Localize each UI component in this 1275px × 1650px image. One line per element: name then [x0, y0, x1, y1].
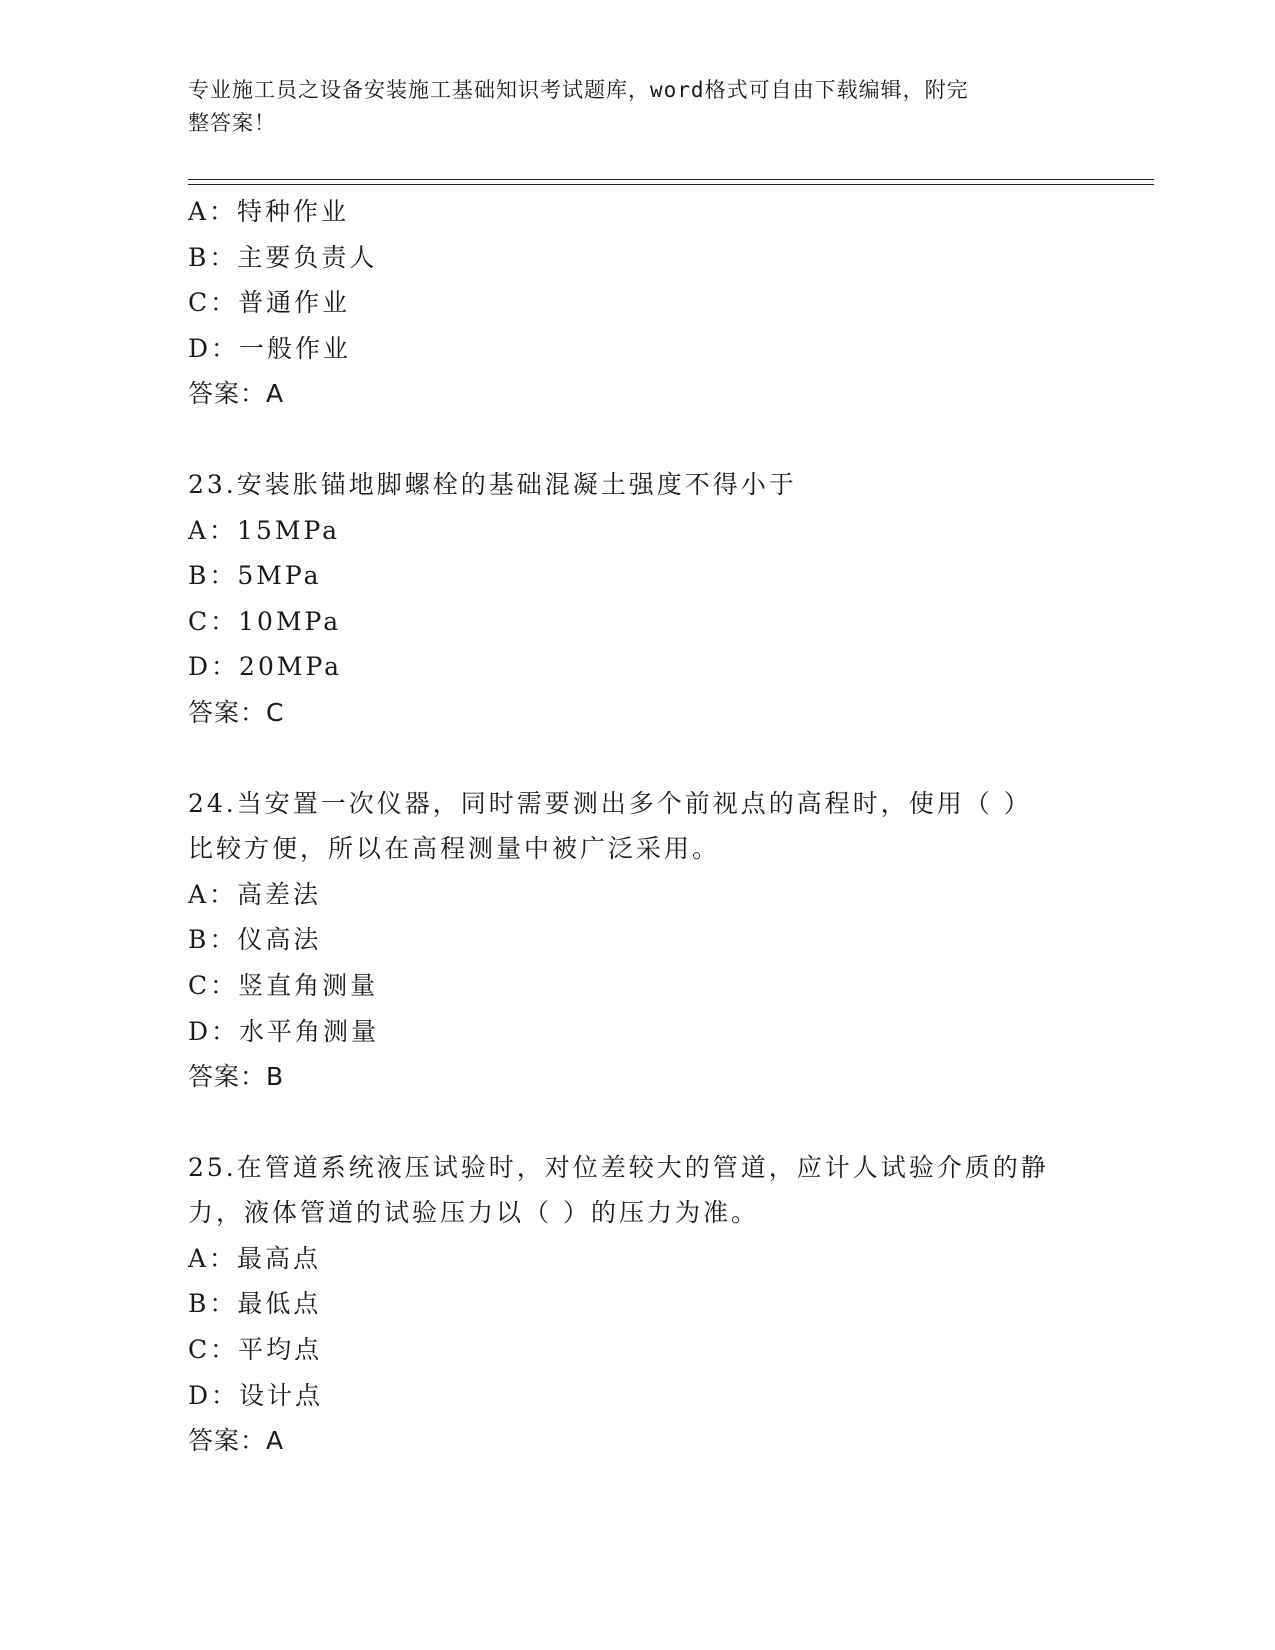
answer-line: 答案：A [188, 379, 285, 409]
answer-line: 答案：C [188, 697, 285, 727]
question-stem: 25.在管道系统液压试验时，对位差较大的管道，应计人试验介质的静 [188, 1152, 1049, 1182]
question-list [188, 189, 1088, 1464]
header-divider-bottom [188, 184, 1154, 185]
question-block-24 [188, 781, 1088, 1100]
option-a: A：最高点 [188, 1243, 322, 1273]
question-block-23 [188, 462, 1088, 736]
option-c: C：10MPa [188, 606, 342, 636]
header-line-2: 整答案！ [188, 111, 276, 135]
option-a: A：特种作业 [188, 197, 350, 226]
question-stem-cont: 比较方便，所以在高程测量中被广泛采用。 [188, 834, 721, 864]
option-b: B：最低点 [188, 1289, 322, 1319]
option-c: C：平均点 [188, 1335, 323, 1365]
document-header [188, 74, 1068, 140]
option-b: B：仪高法 [188, 925, 322, 955]
answer-line: 答案：B [188, 1062, 285, 1092]
option-d: D：设计点 [188, 1380, 324, 1410]
option-a: A：15MPa [188, 515, 341, 545]
answer-line: 答案：A [188, 1426, 285, 1456]
question-block-25 [188, 1145, 1088, 1464]
header-line-1: 专业施工员之设备安装施工基础知识考试题库，word格式可自由下载编辑，附完 [188, 78, 969, 102]
option-d: D：一般作业 [188, 333, 352, 363]
question-stem-cont: 力，液体管道的试验压力以（ ）的压力为准。 [188, 1198, 759, 1228]
question-stem: 24.当安置一次仪器，同时需要测出多个前视点的高程时，使用（ ） [188, 788, 1032, 818]
option-c: C：竖直角测量 [188, 970, 379, 1000]
question-stem: 23.安装胀锚地脚螺栓的基础混凝土强度不得小于 [188, 469, 797, 499]
option-a: A：高差法 [188, 879, 322, 909]
header-divider-top [188, 179, 1154, 180]
option-d: D：20MPa [188, 652, 343, 682]
option-b: B：5MPa [188, 561, 322, 591]
question-block-prev [188, 189, 1088, 417]
option-c: C：普通作业 [188, 288, 351, 318]
option-b: B：主要负责人 [188, 242, 378, 272]
option-d: D：水平角测量 [188, 1016, 380, 1046]
